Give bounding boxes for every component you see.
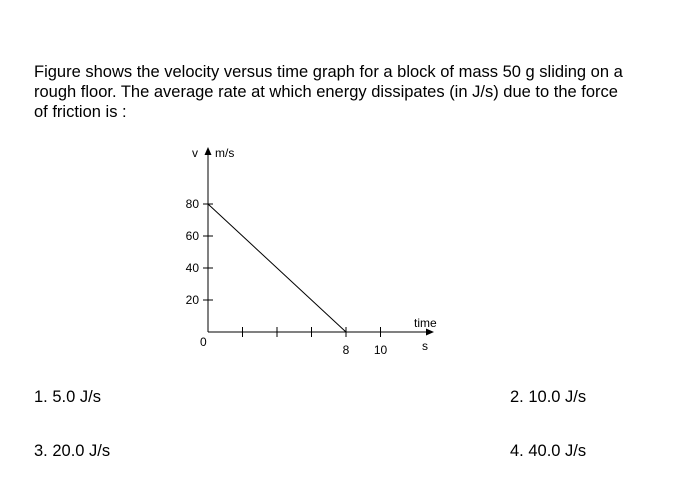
question-line-1: Figure shows the velocity versus time graph for a block of mass 50 g sliding on a bbox=[34, 63, 623, 81]
y-axis-arrow-icon bbox=[205, 147, 212, 155]
option-2[interactable]: 2. 10.0 J/s bbox=[510, 388, 587, 406]
y-axis-label: v bbox=[192, 146, 198, 160]
option-4[interactable]: 4. 40.0 J/s bbox=[510, 442, 587, 460]
option-3[interactable]: 3. 20.0 J/s bbox=[34, 442, 111, 460]
y-tick-label-60: 60 bbox=[185, 229, 199, 243]
origin-label: 0 bbox=[200, 335, 207, 349]
x-axis-unit: s bbox=[422, 339, 428, 353]
y-tick-label-80: 80 bbox=[185, 197, 199, 211]
velocity-line-0 bbox=[208, 204, 346, 332]
x-tick-label-8: 8 bbox=[342, 343, 350, 357]
question-line-3: of friction is : bbox=[34, 103, 127, 121]
question-line-2: rough floor. The average rate at which energy dissipates (in J/s) due to the force bbox=[34, 83, 618, 101]
series-layer bbox=[208, 204, 346, 332]
x-tick-label-10: 10 bbox=[373, 343, 388, 357]
y-tick-label-40: 40 bbox=[185, 261, 199, 275]
y-axis-unit: m/s bbox=[215, 146, 235, 160]
y-ticks bbox=[186, 197, 213, 307]
x-axis-label: time bbox=[414, 316, 437, 330]
option-1[interactable]: 1. 5.0 J/s bbox=[34, 388, 101, 406]
y-tick-label-20: 20 bbox=[185, 293, 199, 307]
